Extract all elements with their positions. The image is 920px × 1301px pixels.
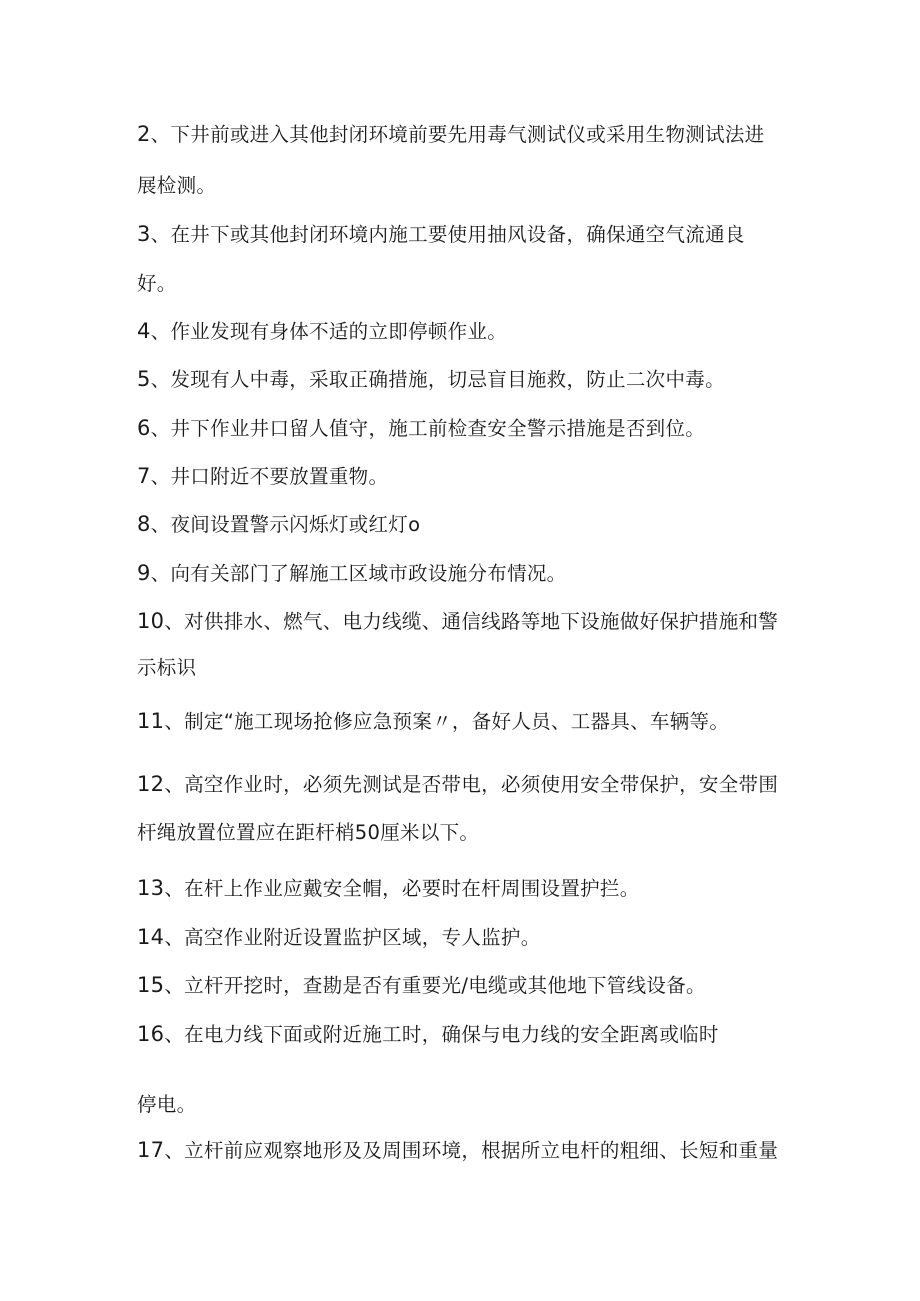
line-item-16-cont [137,1091,196,1118]
line-item-10 [137,608,778,635]
item-number: 13 [137,876,165,900]
item-text: 、在井下或其他封闭环境内施工要使用抽风设备，确保通空气流通良 [150,223,745,246]
line-item-3 [137,221,745,248]
item-text: 、高空作业附近设置监护区域，专人监护。 [164,926,541,949]
item-text: 好。 [137,272,177,295]
item-number: 17 [137,1138,165,1162]
item-text: 、制定“施工现场抢修应急预案〃，备好人员、工器具、车辆等。 [164,710,730,733]
item-text: 、作业发现有身体不适的立即停顿作业。 [150,320,508,343]
item-text: 示标识 [137,656,197,679]
item-text: 、立杆前应观察地形及及周围环境，根据所立电杆的粗细、长短和重量 [164,1139,779,1162]
item-text: 、在杆上作业应戴安全帽，必要时在杆周围设置护拦。 [164,877,640,900]
line-item-10-cont [137,654,196,681]
item-number: 6 [137,416,151,440]
line-item-2 [137,121,764,148]
item-number: 14 [137,925,165,949]
item-text: 展检测。 [137,174,217,197]
line-item-14 [137,924,541,951]
item-number: 10 [137,609,165,633]
line-item-8 [137,511,420,538]
line-item-12 [137,771,778,798]
line-item-12-cont [137,819,479,846]
item-number: 2 [137,122,151,146]
line-item-16 [137,1021,719,1048]
line-item-3-cont [137,270,177,297]
line-item-9 [137,560,566,587]
item-number: 16 [137,1022,165,1046]
item-number: 11 [137,709,165,733]
line-item-7 [137,463,388,490]
line-item-15 [137,972,706,999]
item-text: 、井下作业井口留人值守，施工前检查安全警示措施是否到位。 [150,417,706,440]
item-number: 5 [137,367,151,391]
item-text: 、夜间设置警示闪烁灯或红灯o [150,513,421,536]
item-text: 、下井前或进入其他封闭环境前要先用毒气测试仪或采用生物测试法进 [150,123,765,146]
item-text: 、在电力线下面或附近施工时，确保与电力线的安全距离或临时 [164,1023,719,1046]
line-item-13 [137,875,640,902]
item-text: 、井口附近不要放置重物。 [150,465,389,488]
line-item-17 [137,1137,778,1164]
item-number: 4 [137,319,151,343]
item-number: 3 [137,222,151,246]
item-number: 15 [137,973,165,997]
item-number: 7 [137,464,151,488]
item-number: 8 [137,512,151,536]
line-item-4 [137,318,507,345]
item-text: 、发现有人中毒，采取正确措施，切忌盲目施救，防止二次中毒。 [150,368,725,391]
line-item-6 [137,415,705,442]
item-number: 9 [137,561,151,585]
line-item-2-cont [137,172,216,199]
item-text: 、立杆开挖时，查勘是否有重要光/电缆或其他地下管线设备。 [164,974,706,997]
item-text: 杆绳放置位置应在距杆梢50厘米以下。 [137,821,480,844]
item-text: 、向有关部门了解施工区域市政设施分布情况。 [150,562,567,585]
item-number: 12 [137,772,165,796]
item-text: 停电。 [137,1093,197,1116]
item-text: 、高空作业时，必须先测试是否带电，必须使用安全带保护，安全带围 [164,773,779,796]
line-item-5 [137,366,725,393]
item-text: 、对供排水、燃气、电力线缆、通信线路等地下设施做好保护措施和警 [164,610,779,633]
line-item-11 [137,708,729,735]
